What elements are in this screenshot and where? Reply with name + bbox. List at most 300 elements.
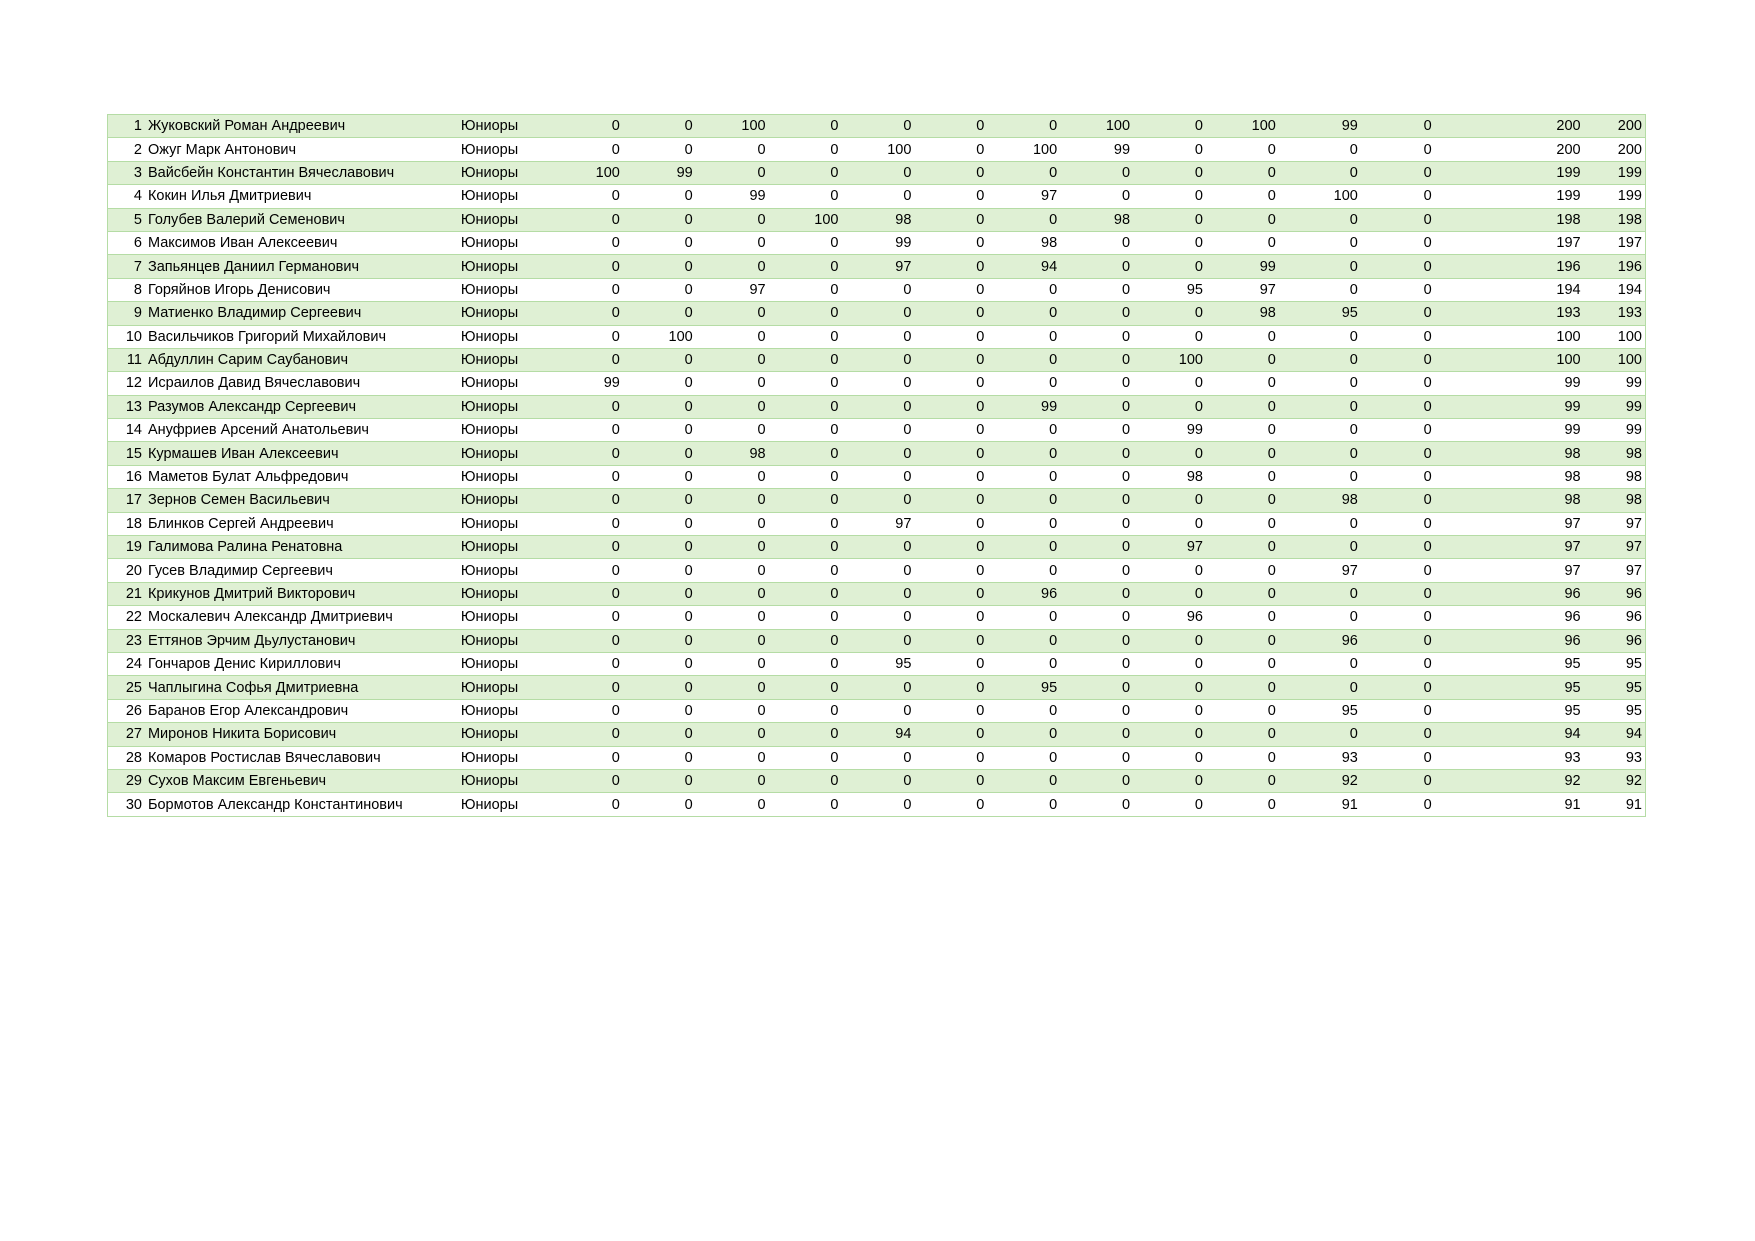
place-cell: 6 xyxy=(108,231,145,254)
stage-score-cell: 0 xyxy=(550,395,623,418)
stage-score-cell: 0 xyxy=(550,231,623,254)
stage-score-cell: 0 xyxy=(987,161,1060,184)
stage-score-cell: 0 xyxy=(550,278,623,301)
stage-score-cell: 0 xyxy=(1133,652,1206,675)
table-row xyxy=(108,161,1646,184)
category-cell: Юниоры xyxy=(461,582,550,605)
stage-score-cell: 0 xyxy=(696,138,769,161)
stage-score-cell: 0 xyxy=(987,302,1060,325)
stage-score-cell: 0 xyxy=(1133,769,1206,792)
stage-score-cell: 0 xyxy=(987,419,1060,442)
stage-score-cell: 96 xyxy=(987,582,1060,605)
stage-score-cell: 0 xyxy=(696,489,769,512)
stage-score-cell: 0 xyxy=(1279,536,1361,559)
sum-cell: 99 xyxy=(1435,372,1584,395)
table-row xyxy=(108,512,1646,535)
table-row xyxy=(108,746,1646,769)
stage-score-cell: 0 xyxy=(1361,208,1435,231)
stage-score-cell: 0 xyxy=(1361,348,1435,371)
sum-cell: 98 xyxy=(1435,442,1584,465)
stage-score-cell: 0 xyxy=(1279,652,1361,675)
stage-score-cell: 0 xyxy=(842,465,915,488)
stage-score-cell: 0 xyxy=(769,255,842,278)
athlete-name-cell: Зернов Семен Васильевич xyxy=(145,489,461,512)
stage-score-cell: 0 xyxy=(623,676,696,699)
total-cell: 94 xyxy=(1584,723,1646,746)
stage-score-cell: 0 xyxy=(623,302,696,325)
stage-score-cell: 0 xyxy=(1133,676,1206,699)
sum-cell: 200 xyxy=(1435,115,1584,138)
category-cell: Юниоры xyxy=(461,325,550,348)
stage-score-cell: 96 xyxy=(1279,629,1361,652)
stage-score-cell: 0 xyxy=(1279,208,1361,231)
stage-score-cell: 0 xyxy=(987,536,1060,559)
stage-score-cell: 0 xyxy=(769,699,842,722)
table-row xyxy=(108,699,1646,722)
stage-score-cell: 0 xyxy=(1206,723,1279,746)
stage-score-cell: 0 xyxy=(914,442,987,465)
stage-score-cell: 0 xyxy=(842,348,915,371)
stage-score-cell: 0 xyxy=(623,629,696,652)
stage-score-cell: 0 xyxy=(914,699,987,722)
category-cell: Юниоры xyxy=(461,559,550,582)
stage-score-cell: 0 xyxy=(1060,489,1133,512)
stage-score-cell: 0 xyxy=(1060,582,1133,605)
place-cell: 17 xyxy=(108,489,145,512)
sum-cell: 97 xyxy=(1435,559,1584,582)
athlete-name-cell: Абдуллин Сарим Саубанович xyxy=(145,348,461,371)
stage-score-cell: 0 xyxy=(623,395,696,418)
category-cell: Юниоры xyxy=(461,255,550,278)
stage-score-cell: 0 xyxy=(914,676,987,699)
stage-score-cell: 0 xyxy=(1279,606,1361,629)
stage-score-cell: 95 xyxy=(987,676,1060,699)
stage-score-cell: 0 xyxy=(696,652,769,675)
stage-score-cell: 0 xyxy=(550,606,623,629)
stage-score-cell: 95 xyxy=(842,652,915,675)
sum-cell: 96 xyxy=(1435,582,1584,605)
stage-score-cell: 0 xyxy=(769,512,842,535)
table-row xyxy=(108,325,1646,348)
stage-score-cell: 0 xyxy=(842,536,915,559)
stage-score-cell: 98 xyxy=(1060,208,1133,231)
stage-score-cell: 0 xyxy=(842,559,915,582)
stage-score-cell: 0 xyxy=(550,465,623,488)
total-cell: 95 xyxy=(1584,699,1646,722)
stage-score-cell: 0 xyxy=(623,512,696,535)
table-row xyxy=(108,115,1646,138)
stage-score-cell: 0 xyxy=(1060,395,1133,418)
stage-score-cell: 0 xyxy=(696,255,769,278)
stage-score-cell: 0 xyxy=(987,442,1060,465)
stage-score-cell: 100 xyxy=(1060,115,1133,138)
athlete-name-cell: Гусев Владимир Сергеевич xyxy=(145,559,461,582)
stage-score-cell: 0 xyxy=(769,769,842,792)
stage-score-cell: 0 xyxy=(550,419,623,442)
place-cell: 12 xyxy=(108,372,145,395)
total-cell: 200 xyxy=(1584,115,1646,138)
place-cell: 2 xyxy=(108,138,145,161)
stage-score-cell: 0 xyxy=(1060,348,1133,371)
stage-score-cell: 0 xyxy=(1279,255,1361,278)
stage-score-cell: 0 xyxy=(769,278,842,301)
stage-score-cell: 0 xyxy=(1279,325,1361,348)
stage-score-cell: 0 xyxy=(623,231,696,254)
stage-score-cell: 0 xyxy=(987,559,1060,582)
stage-score-cell: 0 xyxy=(696,208,769,231)
stage-score-cell: 0 xyxy=(1060,278,1133,301)
stage-score-cell: 0 xyxy=(550,208,623,231)
athlete-name-cell: Блинков Сергей Андреевич xyxy=(145,512,461,535)
stage-score-cell: 0 xyxy=(769,746,842,769)
athlete-name-cell: Ануфриев Арсений Анатольевич xyxy=(145,419,461,442)
total-cell: 196 xyxy=(1584,255,1646,278)
table-row xyxy=(108,278,1646,301)
stage-score-cell: 0 xyxy=(696,793,769,816)
total-cell: 97 xyxy=(1584,559,1646,582)
table-row xyxy=(108,185,1646,208)
stage-score-cell: 0 xyxy=(1060,769,1133,792)
stage-score-cell: 0 xyxy=(1133,115,1206,138)
stage-score-cell: 92 xyxy=(1279,769,1361,792)
table-row xyxy=(108,255,1646,278)
table-row xyxy=(108,489,1646,512)
place-cell: 26 xyxy=(108,699,145,722)
place-cell: 10 xyxy=(108,325,145,348)
stage-score-cell: 0 xyxy=(1060,629,1133,652)
category-cell: Юниоры xyxy=(461,606,550,629)
table-row xyxy=(108,138,1646,161)
sum-cell: 93 xyxy=(1435,746,1584,769)
stage-score-cell: 0 xyxy=(1206,489,1279,512)
stage-score-cell: 0 xyxy=(914,606,987,629)
stage-score-cell: 0 xyxy=(914,582,987,605)
stage-score-cell: 0 xyxy=(1206,606,1279,629)
stage-score-cell: 100 xyxy=(842,138,915,161)
total-cell: 199 xyxy=(1584,161,1646,184)
stage-score-cell: 0 xyxy=(550,746,623,769)
stage-score-cell: 0 xyxy=(914,512,987,535)
sum-cell: 96 xyxy=(1435,606,1584,629)
stage-score-cell: 0 xyxy=(623,465,696,488)
total-cell: 99 xyxy=(1584,395,1646,418)
stage-score-cell: 0 xyxy=(914,419,987,442)
stage-score-cell: 0 xyxy=(1361,231,1435,254)
stage-score-cell: 97 xyxy=(842,512,915,535)
sum-cell: 99 xyxy=(1435,419,1584,442)
stage-score-cell: 0 xyxy=(1361,419,1435,442)
total-cell: 194 xyxy=(1584,278,1646,301)
stage-score-cell: 0 xyxy=(1361,676,1435,699)
table-row xyxy=(108,348,1646,371)
total-cell: 91 xyxy=(1584,793,1646,816)
table-row xyxy=(108,559,1646,582)
stage-score-cell: 0 xyxy=(550,489,623,512)
total-cell: 95 xyxy=(1584,676,1646,699)
stage-score-cell: 0 xyxy=(1133,395,1206,418)
stage-score-cell: 0 xyxy=(769,302,842,325)
place-cell: 24 xyxy=(108,652,145,675)
stage-score-cell: 0 xyxy=(1060,676,1133,699)
stage-score-cell: 100 xyxy=(696,115,769,138)
category-cell: Юниоры xyxy=(461,465,550,488)
category-cell: Юниоры xyxy=(461,723,550,746)
stage-score-cell: 0 xyxy=(696,325,769,348)
athlete-name-cell: Горяйнов Игорь Денисович xyxy=(145,278,461,301)
stage-score-cell: 99 xyxy=(550,372,623,395)
category-cell: Юниоры xyxy=(461,185,550,208)
stage-score-cell: 0 xyxy=(987,793,1060,816)
stage-score-cell: 0 xyxy=(1361,302,1435,325)
stage-score-cell: 0 xyxy=(842,395,915,418)
stage-score-cell: 0 xyxy=(1133,161,1206,184)
athlete-name-cell: Миронов Никита Борисович xyxy=(145,723,461,746)
athlete-name-cell: Васильчиков Григорий Михайлович xyxy=(145,325,461,348)
athlete-name-cell: Исраилов Давид Вячеславович xyxy=(145,372,461,395)
athlete-name-cell: Жуковский Роман Андреевич xyxy=(145,115,461,138)
stage-score-cell: 0 xyxy=(623,185,696,208)
stage-score-cell: 0 xyxy=(842,419,915,442)
stage-score-cell: 0 xyxy=(1206,348,1279,371)
stage-score-cell: 0 xyxy=(914,302,987,325)
table-row xyxy=(108,442,1646,465)
stage-score-cell: 0 xyxy=(987,208,1060,231)
stage-score-cell: 99 xyxy=(1279,115,1361,138)
stage-score-cell: 0 xyxy=(1206,536,1279,559)
stage-score-cell: 0 xyxy=(1060,302,1133,325)
place-cell: 29 xyxy=(108,769,145,792)
stage-score-cell: 0 xyxy=(987,723,1060,746)
stage-score-cell: 0 xyxy=(1279,512,1361,535)
stage-score-cell: 0 xyxy=(1206,395,1279,418)
stage-score-cell: 0 xyxy=(769,723,842,746)
stage-score-cell: 0 xyxy=(1206,325,1279,348)
sum-cell: 200 xyxy=(1435,138,1584,161)
stage-score-cell: 0 xyxy=(914,138,987,161)
sum-cell: 194 xyxy=(1435,278,1584,301)
place-cell: 23 xyxy=(108,629,145,652)
stage-score-cell: 97 xyxy=(696,278,769,301)
stage-score-cell: 0 xyxy=(550,115,623,138)
stage-score-cell: 100 xyxy=(1206,115,1279,138)
stage-score-cell: 0 xyxy=(696,606,769,629)
stage-score-cell: 0 xyxy=(550,348,623,371)
stage-score-cell: 0 xyxy=(623,746,696,769)
place-cell: 27 xyxy=(108,723,145,746)
stage-score-cell: 0 xyxy=(1361,512,1435,535)
sum-cell: 98 xyxy=(1435,489,1584,512)
category-cell: Юниоры xyxy=(461,676,550,699)
stage-score-cell: 0 xyxy=(1361,723,1435,746)
stage-score-cell: 0 xyxy=(769,676,842,699)
stage-score-cell: 0 xyxy=(1133,559,1206,582)
stage-score-cell: 0 xyxy=(1206,793,1279,816)
stage-score-cell: 0 xyxy=(842,442,915,465)
category-cell: Юниоры xyxy=(461,746,550,769)
stage-score-cell: 99 xyxy=(623,161,696,184)
category-cell: Юниоры xyxy=(461,138,550,161)
stage-score-cell: 0 xyxy=(914,489,987,512)
stage-score-cell: 0 xyxy=(842,746,915,769)
stage-score-cell: 94 xyxy=(987,255,1060,278)
stage-score-cell: 0 xyxy=(769,629,842,652)
stage-score-cell: 0 xyxy=(1279,138,1361,161)
stage-score-cell: 0 xyxy=(550,582,623,605)
athlete-name-cell: Матиенко Владимир Сергеевич xyxy=(145,302,461,325)
total-cell: 96 xyxy=(1584,582,1646,605)
athlete-name-cell: Еттянов Эрчим Дьулустанович xyxy=(145,629,461,652)
stage-score-cell: 97 xyxy=(1279,559,1361,582)
stage-score-cell: 0 xyxy=(623,115,696,138)
stage-score-cell: 0 xyxy=(1133,629,1206,652)
stage-score-cell: 0 xyxy=(769,325,842,348)
table-row xyxy=(108,419,1646,442)
stage-score-cell: 0 xyxy=(987,769,1060,792)
category-cell: Юниоры xyxy=(461,231,550,254)
stage-score-cell: 0 xyxy=(696,161,769,184)
stage-score-cell: 0 xyxy=(1206,652,1279,675)
stage-score-cell: 0 xyxy=(1361,138,1435,161)
stage-score-cell: 0 xyxy=(1133,231,1206,254)
stage-score-cell: 0 xyxy=(696,512,769,535)
table-row xyxy=(108,676,1646,699)
stage-score-cell: 0 xyxy=(1279,395,1361,418)
stage-score-cell: 96 xyxy=(1133,606,1206,629)
stage-score-cell: 100 xyxy=(1279,185,1361,208)
stage-score-cell: 0 xyxy=(696,769,769,792)
stage-score-cell: 0 xyxy=(623,652,696,675)
stage-score-cell: 0 xyxy=(1206,629,1279,652)
athlete-name-cell: Кокин Илья Дмитриевич xyxy=(145,185,461,208)
stage-score-cell: 91 xyxy=(1279,793,1361,816)
stage-score-cell: 0 xyxy=(914,278,987,301)
stage-score-cell: 0 xyxy=(623,442,696,465)
athlete-name-cell: Маметов Булат Альфредович xyxy=(145,465,461,488)
stage-score-cell: 0 xyxy=(987,348,1060,371)
category-cell: Юниоры xyxy=(461,489,550,512)
stage-score-cell: 98 xyxy=(987,231,1060,254)
stage-score-cell: 0 xyxy=(623,699,696,722)
category-cell: Юниоры xyxy=(461,278,550,301)
category-cell: Юниоры xyxy=(461,115,550,138)
stage-score-cell: 0 xyxy=(1361,278,1435,301)
stage-score-cell: 0 xyxy=(1361,769,1435,792)
place-cell: 13 xyxy=(108,395,145,418)
category-cell: Юниоры xyxy=(461,395,550,418)
stage-score-cell: 0 xyxy=(769,185,842,208)
stage-score-cell: 0 xyxy=(623,489,696,512)
category-cell: Юниоры xyxy=(461,348,550,371)
stage-score-cell: 0 xyxy=(1133,302,1206,325)
stage-score-cell: 0 xyxy=(623,348,696,371)
stage-score-cell: 0 xyxy=(842,302,915,325)
total-cell: 99 xyxy=(1584,372,1646,395)
stage-score-cell: 0 xyxy=(1060,606,1133,629)
stage-score-cell: 0 xyxy=(987,699,1060,722)
total-cell: 197 xyxy=(1584,231,1646,254)
stage-score-cell: 0 xyxy=(696,582,769,605)
stage-score-cell: 0 xyxy=(696,302,769,325)
place-cell: 20 xyxy=(108,559,145,582)
place-cell: 8 xyxy=(108,278,145,301)
stage-score-cell: 0 xyxy=(1060,465,1133,488)
stage-score-cell: 0 xyxy=(842,676,915,699)
stage-score-cell: 0 xyxy=(1361,465,1435,488)
place-cell: 9 xyxy=(108,302,145,325)
stage-score-cell: 0 xyxy=(1361,161,1435,184)
stage-score-cell: 0 xyxy=(1133,512,1206,535)
athlete-name-cell: Крикунов Дмитрий Викторович xyxy=(145,582,461,605)
stage-score-cell: 0 xyxy=(1060,231,1133,254)
stage-score-cell: 0 xyxy=(623,278,696,301)
athlete-name-cell: Баранов Егор Александрович xyxy=(145,699,461,722)
stage-score-cell: 0 xyxy=(550,185,623,208)
sum-cell: 98 xyxy=(1435,465,1584,488)
total-cell: 100 xyxy=(1584,325,1646,348)
stage-score-cell: 0 xyxy=(1060,325,1133,348)
stage-score-cell: 0 xyxy=(1060,559,1133,582)
sum-cell: 92 xyxy=(1435,769,1584,792)
stage-score-cell: 0 xyxy=(914,208,987,231)
results-table-body xyxy=(108,115,1646,817)
category-cell: Юниоры xyxy=(461,208,550,231)
stage-score-cell: 0 xyxy=(1060,699,1133,722)
total-cell: 99 xyxy=(1584,419,1646,442)
stage-score-cell: 0 xyxy=(842,278,915,301)
place-cell: 1 xyxy=(108,115,145,138)
category-cell: Юниоры xyxy=(461,652,550,675)
stage-score-cell: 0 xyxy=(1206,442,1279,465)
place-cell: 22 xyxy=(108,606,145,629)
total-cell: 98 xyxy=(1584,489,1646,512)
stage-score-cell: 0 xyxy=(696,465,769,488)
table-row xyxy=(108,302,1646,325)
stage-score-cell: 94 xyxy=(842,723,915,746)
stage-score-cell: 0 xyxy=(1206,746,1279,769)
place-cell: 25 xyxy=(108,676,145,699)
stage-score-cell: 98 xyxy=(842,208,915,231)
stage-score-cell: 0 xyxy=(842,115,915,138)
athlete-name-cell: Максимов Иван Алексеевич xyxy=(145,231,461,254)
total-cell: 92 xyxy=(1584,769,1646,792)
stage-score-cell: 0 xyxy=(1279,161,1361,184)
stage-score-cell: 0 xyxy=(1133,138,1206,161)
stage-score-cell: 0 xyxy=(696,699,769,722)
stage-score-cell: 97 xyxy=(842,255,915,278)
stage-score-cell: 0 xyxy=(1361,255,1435,278)
stage-score-cell: 0 xyxy=(1361,699,1435,722)
stage-score-cell: 0 xyxy=(1060,652,1133,675)
stage-score-cell: 95 xyxy=(1279,302,1361,325)
stage-score-cell: 0 xyxy=(623,723,696,746)
stage-score-cell: 0 xyxy=(550,769,623,792)
place-cell: 11 xyxy=(108,348,145,371)
stage-score-cell: 0 xyxy=(769,395,842,418)
stage-score-cell: 0 xyxy=(1279,723,1361,746)
athlete-name-cell: Комаров Ростислав Вячеславович xyxy=(145,746,461,769)
stage-score-cell: 0 xyxy=(1361,185,1435,208)
stage-score-cell: 0 xyxy=(769,115,842,138)
stage-score-cell: 98 xyxy=(1206,302,1279,325)
stage-score-cell: 0 xyxy=(550,723,623,746)
stage-score-cell: 0 xyxy=(914,325,987,348)
stage-score-cell: 0 xyxy=(1133,746,1206,769)
sum-cell: 99 xyxy=(1435,395,1584,418)
stage-score-cell: 0 xyxy=(1060,746,1133,769)
stage-score-cell: 0 xyxy=(769,606,842,629)
stage-score-cell: 99 xyxy=(696,185,769,208)
athlete-name-cell: Голубев Валерий Семенович xyxy=(145,208,461,231)
